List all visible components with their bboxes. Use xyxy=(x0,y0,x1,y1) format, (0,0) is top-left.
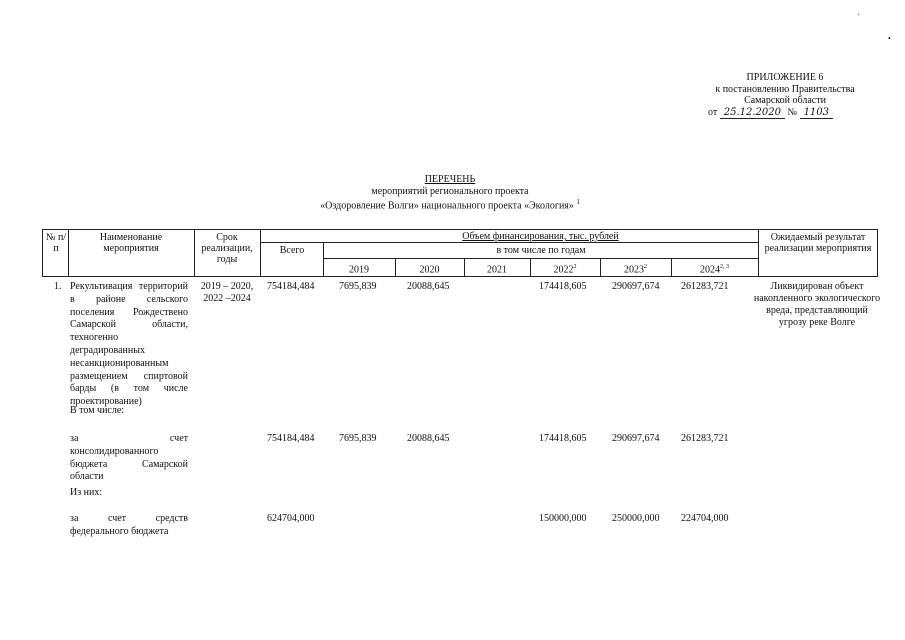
of-them-label: Из них: xyxy=(70,487,103,498)
table-border-top xyxy=(42,229,878,230)
scan-mark-top: ' xyxy=(858,12,860,21)
row1-name: Рекультивация территорий в районе сельского поселения Рождествено Самарской области, техногенно деградированных несанкционированным размещением спиртовой барды (в том числе проектирование) xyxy=(70,281,188,408)
header-divider-financing xyxy=(260,242,758,243)
handwritten-number: 1103 xyxy=(800,107,833,119)
including-label: В том числе: xyxy=(70,405,125,416)
header-divider-years xyxy=(323,258,758,259)
appendix-line-1: к постановлению Правительства xyxy=(715,83,855,95)
number-label: № xyxy=(787,106,798,118)
header-total: Всего xyxy=(279,245,305,256)
row1-2020: 20088,645 xyxy=(407,281,450,292)
title-subheading-1: мероприятий регионального проекта xyxy=(371,185,529,197)
vline-right xyxy=(877,229,878,277)
row2-2024: 261283,721 xyxy=(681,433,729,444)
row2-name: за счет консолидированного бюджета Самарской области xyxy=(70,433,188,483)
header-year-2022: 2022$^2$ xyxy=(553,264,577,276)
row2-2022: 174418,605 xyxy=(539,433,587,444)
header-year-2023: 2023$^2$ xyxy=(624,264,647,276)
row3-2022: 150000,000 xyxy=(539,513,587,524)
handwritten-date: 25.12.2020 xyxy=(720,107,785,119)
vline-left xyxy=(42,229,43,277)
row1-2024: 261283,721 xyxy=(681,281,729,292)
from-label: от xyxy=(708,106,718,118)
header-by-years: в том числе по годам xyxy=(496,245,586,256)
vline-term xyxy=(260,229,261,277)
row3-2024: 224704,000 xyxy=(681,513,729,524)
row3-total: 624704,000 xyxy=(267,513,315,524)
row2-2019: 7695,839 xyxy=(339,433,377,444)
appendix-title: ПРИЛОЖЕНИЕ 6 xyxy=(746,72,824,83)
header-result: Ожидаемый результат реализации мероприятия xyxy=(764,232,872,254)
row1-num: 1. xyxy=(54,281,62,292)
footnote-mark: 1 xyxy=(576,198,580,206)
header-num: № п/п xyxy=(45,232,67,254)
row1-2023: 290697,674 xyxy=(612,281,660,292)
row1-term: 2019 – 2020, 2022 –2024 xyxy=(200,281,254,304)
vline-name xyxy=(194,229,195,277)
scan-mark-right: • xyxy=(888,34,891,43)
header-name: Наименование мероприятия xyxy=(99,232,163,254)
row1-total: 754184,484 xyxy=(267,281,315,292)
row3-2023: 250000,000 xyxy=(612,513,660,524)
row1-2019: 7695,839 xyxy=(339,281,377,292)
row2-2023: 290697,674 xyxy=(612,433,660,444)
header-year-2024: 2024$^{2, 3}$ xyxy=(700,264,729,276)
row1-2022: 174418,605 xyxy=(539,281,587,292)
vline-financing-end xyxy=(758,229,759,277)
row2-2020: 20088,645 xyxy=(407,433,450,444)
header-year-2020: 2020 xyxy=(419,264,440,276)
appendix-line-2: Самарской области xyxy=(744,95,826,106)
title-heading: ПЕРЕЧЕНЬ xyxy=(424,174,476,185)
header-year-2021: 2021 xyxy=(487,264,507,276)
row3-name: за счет средств федерального бюджета xyxy=(70,513,188,537)
header-financing: Объем финансирования, тыс. рублей xyxy=(462,231,619,242)
header-border-bottom xyxy=(42,276,878,277)
row2-total: 754184,484 xyxy=(267,433,315,444)
header-term: Срок реализации, годы xyxy=(201,232,253,265)
title-subheading-2: «Оздоровление Волги» национального проекта «Экология» $^1$ xyxy=(320,198,580,212)
row1-result: Ликвидирован объект накопленного экологического вреда, представляющий угрозу реке Волге xyxy=(753,281,881,328)
header-year-2019: 2019 xyxy=(349,264,369,276)
vline-num xyxy=(68,229,69,277)
